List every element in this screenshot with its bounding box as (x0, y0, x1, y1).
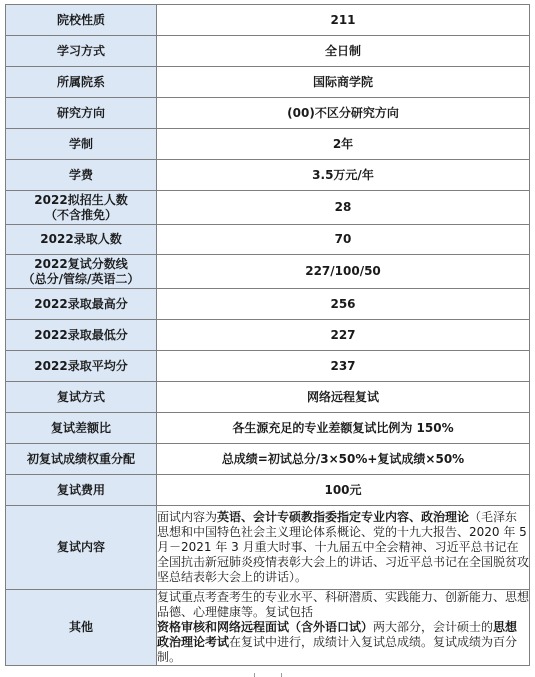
table-row (6, 444, 530, 475)
bold-segment: 英语、会计专硕教指委指定专业内容、政治理论 (217, 510, 470, 524)
row-label: 学习方式 (6, 36, 157, 67)
row-label: 学费 (6, 160, 157, 191)
row-value: 28 (157, 191, 530, 225)
text-segment: 复试重点考查考生的专业水平、科研潜质、实践能力、创新能力、思想品德、心理健康等。复试包括 (157, 590, 530, 619)
table-row (6, 255, 530, 289)
row-value: 国际商学院 (157, 67, 530, 98)
row-label-line1: 2022拟招生人数 (34, 192, 128, 207)
bold-segment: 思想政治理论考试 (157, 620, 518, 649)
row-label: 2022录取最低分 (6, 320, 157, 351)
table-row (6, 5, 530, 36)
row-label: 所属院系 (6, 67, 157, 98)
row-label: 复试方式 (6, 382, 157, 413)
table-row (6, 320, 530, 351)
row-label: 复试差额比 (6, 413, 157, 444)
row-label (6, 255, 157, 289)
row-value: 各生源充足的专业差额复试比例为 150% (157, 413, 530, 444)
row-label: 初复试成绩权重分配 (6, 444, 157, 475)
row-label-line2: （总分/管综/英语二） (22, 271, 140, 286)
table-row (6, 98, 530, 129)
row-value: 网络远程复试 (157, 382, 530, 413)
row-value: (00)不区分研究方向 (157, 98, 530, 129)
text-segment: 两大部分，会计硕士的 (373, 620, 494, 634)
table-row (6, 289, 530, 320)
row-value: 总成绩=初试总分/3×50%+复试成绩×50% (157, 444, 530, 475)
table-row (6, 191, 530, 225)
table-row (6, 225, 530, 255)
text-segment: 在复试中进行，成绩计入复试总成绩。复试成绩为百分制。 (157, 635, 518, 664)
table-row (6, 351, 530, 382)
table-row (6, 67, 530, 98)
row-value: 3.5万元/年 (157, 160, 530, 191)
row-value: 256 (157, 289, 530, 320)
text-segment: （毛泽东思想和中国特色社会主义理论体系概论、党的十九大报告、2020 年 5 月－2021 年 3 月重大时事、十九届五中全会精神、习近平总书记在全国抗击新冠肺炎疫情表彰大会上的讲话、习近平总书记在全国脱贫攻坚总结表彰大会上的讲话）。 (157, 510, 530, 584)
row-label: 其他 (6, 590, 157, 666)
table-row (6, 475, 530, 506)
table-row-fushi-content (6, 506, 530, 590)
table-row-other (6, 590, 530, 666)
table-row (6, 413, 530, 444)
row-label: 复试费用 (6, 475, 157, 506)
row-value: 237 (157, 351, 530, 382)
table-row (6, 36, 530, 67)
row-value: 全日制 (157, 36, 530, 67)
fushi-content-text (157, 506, 530, 590)
table-row (6, 160, 530, 191)
row-label: 学制 (6, 129, 157, 160)
row-label: 院校性质 (6, 5, 157, 36)
other-text (157, 590, 530, 666)
row-label-line1: 2022复试分数线 (34, 256, 128, 271)
row-value: 100元 (157, 475, 530, 506)
table-row (6, 382, 530, 413)
row-value: 227/100/50 (157, 255, 530, 289)
row-label: 2022录取人数 (6, 225, 157, 255)
row-value: 227 (157, 320, 530, 351)
row-label-line2: （不含推免） (44, 207, 117, 222)
admission-info-table (5, 4, 530, 666)
row-label: 研究方向 (6, 98, 157, 129)
row-value: 70 (157, 225, 530, 255)
bold-segment: 资格审核和网络远程面试（含外语口试） (157, 620, 374, 634)
row-label: 2022录取最高分 (6, 289, 157, 320)
row-value: 211 (157, 5, 530, 36)
row-label: 2022录取平均分 (6, 351, 157, 382)
row-value: 2年 (157, 129, 530, 160)
row-label (6, 191, 157, 225)
page-edge-mark (254, 673, 282, 677)
row-label: 复试内容 (6, 506, 157, 590)
text-segment: 面试内容为 (157, 510, 218, 524)
table-row (6, 129, 530, 160)
